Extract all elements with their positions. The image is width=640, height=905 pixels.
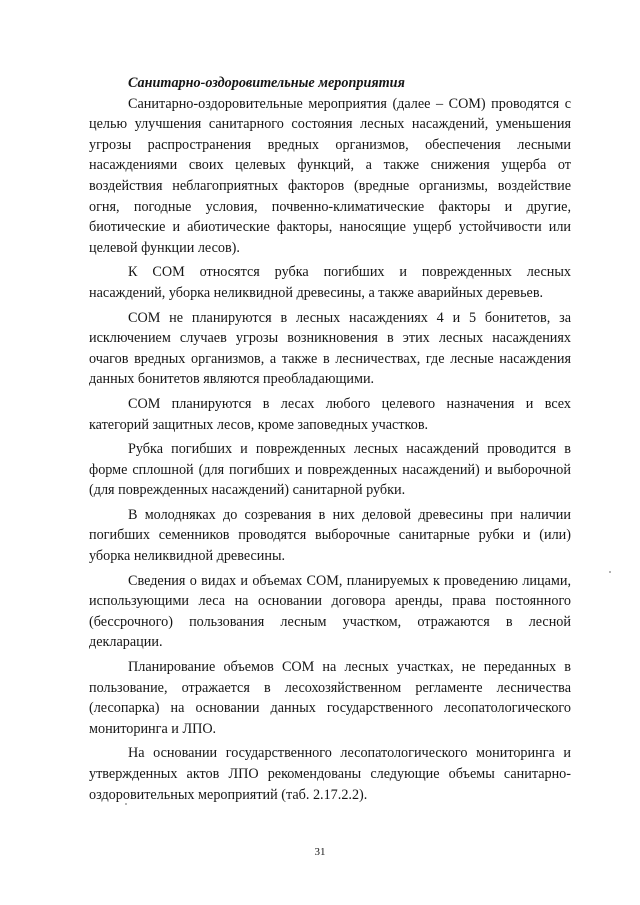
paragraph-3: СОМ не планируются в лесных насаждениях 4 и 5 бонитетов, за исключением случаев угрозы возникновения в этих лесных насаждениях очагов вредных организмов, а также в лесничествах, где лесные насаждения данных бонитетов являются преобладающими. [89, 309, 571, 388]
paragraph-6: В молодняках до созревания в них деловой древесины при наличии погибших семенников проводятся выборочные санитарные рубки и (или) уборка неликвидной древесины. [89, 506, 571, 565]
page-number: 31 [314, 846, 326, 858]
paragraph-2: К СОМ относятся рубка погибших и поврежденных лесных насаждений, уборка неликвидной древесины, а также аварийных деревьев. [89, 264, 571, 301]
section-heading: Санитарно-оздоровительные мероприятия [128, 75, 405, 91]
paragraph-7: Сведения о видах и объемах СОМ, планируемых к проведению лицами, использующими леса на основании договора аренды, права постоянного (бессрочного) пользования лесным участком, отражаются в лесной декларации. [89, 572, 571, 651]
scan-speck [609, 571, 611, 573]
paragraph-5: Рубка погибших и поврежденных лесных насаждений проводится в форме сплошной (для погибших и поврежденных насаждений) и выборочной (для поврежденных насаждений) санитарной рубки. [89, 441, 571, 499]
paragraph-4: СОМ планируются в лесах любого целевого назначения и всех категорий защитных лесов, кроме заповедных участков. [89, 395, 571, 433]
paragraph-9: На основании государственного лесопатологического мониторинга и утвержденных актов ЛПО рекомендованы следующие объемы санитарно-оздоровительных мероприятий (таб. 2.17.2.2). [89, 745, 571, 803]
paragraph-8: Планирование объемов СОМ на лесных участках, не переданных в пользование, отражается в лесохозяйственном регламенте лесничества (лесопарка) на основании данных государственного лесопатологического мониторинга и ЛПО. [89, 659, 571, 737]
paragraph-1: Санитарно-оздоровительные мероприятия (далее – СОМ) проводятся с целью улучшения санитарного состояния лесных насаждений, уменьшения угрозы распространения вредных организмов, обеспечения лесными насаждениями своих целевых функций, а также снижения ущерба от воздействия неблагоприятных факторов (вредные организмы, воздействие огня, погодные условия, почвенно-климатические факторы и другие, биотические и абиотические факторы, наносящие ущерб устойчивости или целевой функции лесов). [89, 95, 571, 256]
text-body [89, 73, 571, 805]
scan-speck [125, 803, 127, 805]
